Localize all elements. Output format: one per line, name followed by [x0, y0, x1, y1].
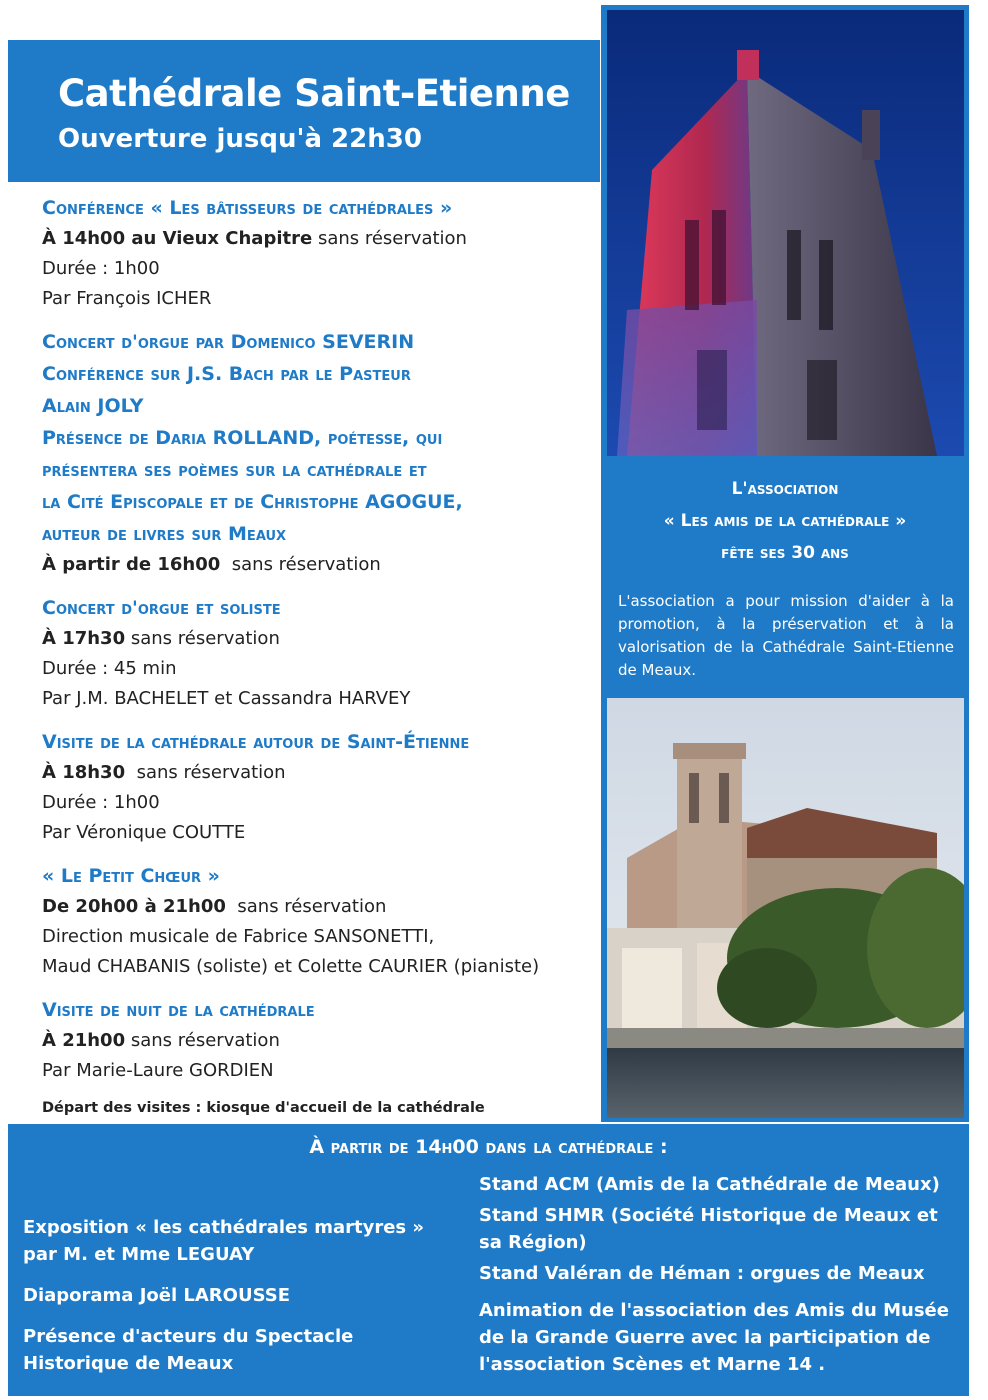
event-speaker: Par François ICHER: [42, 288, 212, 309]
bottom-title: À partir de 14h00 dans la cathédrale :: [309, 1136, 668, 1158]
association-title: L'association « Les amis de la cathédrale » fête ses 30 ans: [663, 479, 907, 563]
event-visite-nuit: [42, 994, 597, 1086]
event-title: Concert d'orgue par Domenico SEVERIN: [42, 331, 415, 353]
event-title: Conférence « Les bâtisseurs de cathédrales »: [42, 197, 453, 219]
bottom-item: Animation de l'association des Amis du Musée de la Grande Guerre avec la participation de l'association Scènes et Marne 14 .: [479, 1300, 949, 1375]
event-title: Présence de Daria ROLLAND, poétesse, qui: [42, 427, 443, 449]
event-time-line: [42, 550, 597, 580]
departure-note: Départ des visites : kiosque d'accueil de la cathédrale: [42, 1100, 485, 1116]
event-title: auteur de livres sur Meaux: [42, 523, 287, 545]
event-time: À 21h00: [42, 1030, 126, 1051]
event-time: À partir de 16h00: [42, 554, 221, 575]
event-reservation: sans réservation: [237, 896, 387, 917]
event-title: Visite de nuit de la cathédrale: [42, 999, 315, 1021]
event-title: Concert d'orgue et soliste: [42, 597, 281, 619]
event-reservation: sans réservation: [130, 1030, 280, 1051]
event-time-line: [42, 1026, 597, 1056]
event-duration: Durée : 45 min: [42, 658, 177, 679]
event-speaker: Par Véronique COUTTE: [42, 822, 246, 843]
header-banner: [8, 40, 600, 182]
event-detail: Maud CHABANIS (soliste) et Colette CAURIER (pianiste): [42, 956, 540, 977]
event-time-line: [42, 624, 597, 654]
event-conference-batisseurs: [42, 192, 597, 314]
bottom-item: Stand SHMR (Société Historique de Meaux et sa Région): [479, 1205, 938, 1253]
event-reservation: sans réservation: [136, 762, 286, 783]
event-time-line: [42, 758, 597, 788]
event-speaker: Par Marie-Laure GORDIEN: [42, 1060, 274, 1081]
event-reservation: sans réservation: [231, 554, 381, 575]
event-petit-choeur: [42, 860, 597, 982]
event-title: « Le Petit Chœur »: [42, 865, 220, 887]
event-title: présentera ses poèmes sur la cathédrale et: [42, 459, 427, 481]
event-duration: Durée : 1h00: [42, 258, 160, 279]
event-title: Alain JOLY: [42, 395, 144, 417]
bottom-left-list: [23, 1214, 463, 1391]
event-time: À 17h30: [42, 628, 126, 649]
bottom-item: Diaporama Joël LAROUSSE: [23, 1285, 291, 1306]
event-title: Visite de la cathédrale autour de Saint-Étienne: [42, 731, 470, 753]
event-time: À 14h00 au Vieux Chapitre: [42, 228, 313, 249]
bottom-item: Stand Valéran de Héman : orgues de Meaux: [479, 1263, 925, 1284]
bottom-item: Présence d'acteurs du Spectacle Historique de Meaux: [23, 1326, 354, 1374]
event-time: À 18h30: [42, 762, 126, 783]
event-concert-conference: [42, 326, 597, 580]
event-detail: Direction musicale de Fabrice SANSONETTI,: [42, 926, 435, 947]
cathedral-day-photo: [607, 698, 964, 1118]
bottom-right-list: [479, 1171, 949, 1382]
page-title: Cathédrale Saint-Etienne: [58, 72, 570, 115]
event-speaker: Par J.M. BACHELET et Cassandra HARVEY: [42, 688, 411, 709]
bottom-item: Exposition « les cathédrales martyres » par M. et Mme LEGUAY: [23, 1217, 425, 1265]
program-list: [42, 192, 597, 1098]
event-visite-cathedrale: [42, 726, 597, 848]
event-concert-soliste: [42, 592, 597, 714]
bottom-banner: [8, 1124, 969, 1396]
event-duration: Durée : 1h00: [42, 792, 160, 813]
event-time: De 20h00 à 21h00: [42, 896, 226, 917]
event-time-line: [42, 892, 597, 922]
event-title: la Cité Episcopale et de Christophe AGOGUE,: [42, 491, 463, 513]
event-reservation: sans réservation: [317, 228, 467, 249]
cathedral-night-photo: [607, 10, 964, 456]
bottom-item: Stand ACM (Amis de la Cathédrale de Meaux): [479, 1174, 940, 1195]
page-subtitle: Ouverture jusqu'à 22h30: [58, 124, 422, 154]
event-reservation: sans réservation: [130, 628, 280, 649]
event-title: Conférence sur J.S. Bach par le Pasteur: [42, 363, 411, 385]
event-time-line: [42, 224, 597, 254]
association-description: L'association a pour mission d'aider à la promotion, à la préservation et à la valorisation de la Cathédrale Saint-Etienne de Meaux.: [618, 592, 954, 679]
